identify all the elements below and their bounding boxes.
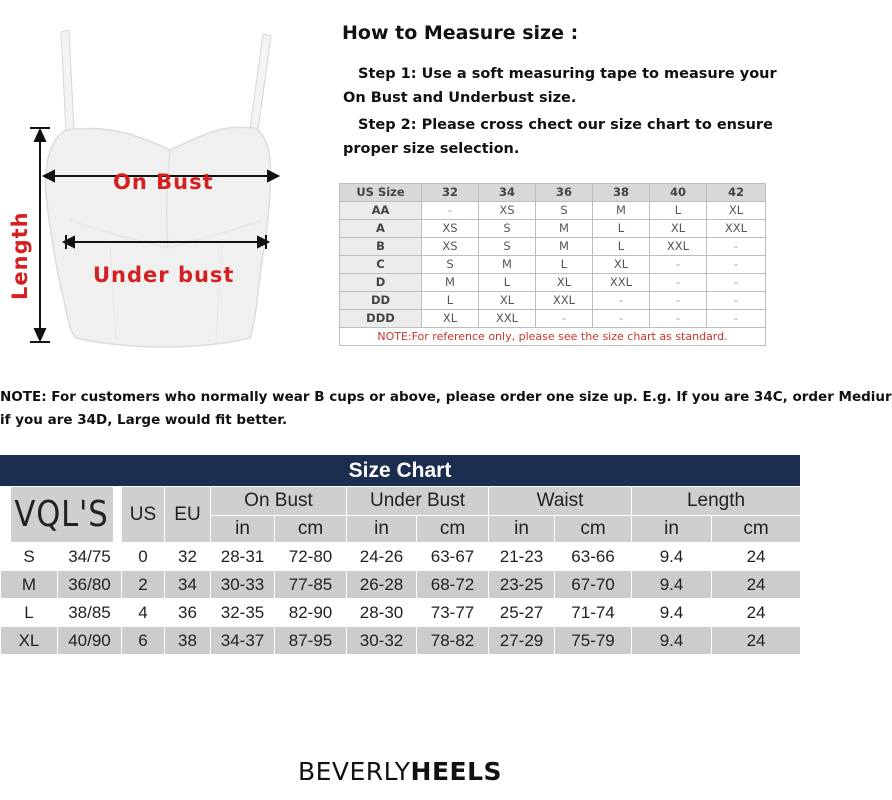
size-cell-bust: 34/75 [58,543,122,571]
band-size-header: 42 [707,184,766,202]
on-bust-label: On Bust [113,170,214,194]
cup-size-cell: - [593,310,650,328]
size-cell-under-bust-cm: 78-82 [417,627,489,655]
band-size-header: 38 [593,184,650,202]
cup-size-cell: XXL [536,292,593,310]
under-bust-header: Under Bust [347,487,489,516]
cup-size-cell: XL [536,274,593,292]
logo-heavy-text: HEELS [410,757,503,786]
cup-table-row [340,238,766,256]
cup-size-cell: - [650,256,707,274]
size-cell-length-cm: 24 [712,599,801,627]
cup-size-table [339,183,766,346]
cup-size-cell: XXL [650,238,707,256]
size-cell-on-bust-in: 34-37 [211,627,275,655]
cup-size-cell: XXL [593,274,650,292]
cup-table-body [340,202,766,346]
cup-table-row [340,256,766,274]
size-row-xl [1,627,801,655]
size-cell-on-bust-in: 28-31 [211,543,275,571]
cup-size-cell: M [593,202,650,220]
size-cell-waist-cm: 71-74 [555,599,632,627]
cup-size-cell: XS [422,238,479,256]
cup-table-row [340,220,766,238]
size-cell-under-bust-in: 30-32 [347,627,417,655]
size-cell-waist-cm: 75-79 [555,627,632,655]
band-size-header: 34 [479,184,536,202]
cup-size-cell: L [650,202,707,220]
garment-illustration [0,20,300,360]
size-cell-waist-in: 23-25 [489,571,555,599]
logo-light-text: BEVERLY [297,757,411,786]
brand-label: VQL'S [10,487,113,543]
size-cell-waist-in: 27-29 [489,627,555,655]
size-cell-us: 4 [122,599,165,627]
size-chart-unit-row [1,516,801,543]
size-row-m [1,571,801,599]
cup-table-header-row [340,184,766,202]
cup-table-row [340,202,766,220]
cup-size-cell: - [650,274,707,292]
band-size-header: 32 [422,184,479,202]
size-cell-size: XL [1,627,58,655]
size-cell-on-bust-cm: 77-85 [275,571,347,599]
step-2-text [343,113,783,161]
cup-label: AA [340,202,422,220]
cup-size-cell: M [536,220,593,238]
cup-size-cell: - [650,310,707,328]
size-cell-us: 6 [122,627,165,655]
size-cell-bust: 36/80 [58,571,122,599]
size-chart [0,455,800,655]
cup-size-cell: - [707,292,766,310]
size-row-l [1,599,801,627]
size-cell-under-bust-in: 26-28 [347,571,417,599]
size-cell-us: 2 [122,571,165,599]
size-row-s [1,543,801,571]
size-cell-waist-cm: 67-70 [555,571,632,599]
cup-size-cell: - [707,238,766,256]
unit-cm-header: cm [417,516,489,543]
size-cell-length-in: 9.4 [632,599,712,627]
size-cell-size: M [1,571,58,599]
cup-label: DD [340,292,422,310]
unit-cm-header: cm [275,516,347,543]
size-cell-on-bust-cm: 82-90 [275,599,347,627]
cup-size-cell: S [422,256,479,274]
size-cell-length-in: 9.4 [632,543,712,571]
order-note [0,386,892,432]
cup-size-cell: - [707,274,766,292]
unit-cm-header: cm [555,516,632,543]
cup-size-cell: XL [422,310,479,328]
unit-in-header: in [211,516,275,543]
cup-size-cell: M [422,274,479,292]
cup-label: C [340,256,422,274]
cup-size-cell: - [650,292,707,310]
cup-table-note-row [340,328,766,346]
size-cell-eu: 32 [165,543,211,571]
size-chart-table [0,486,801,655]
size-cell-eu: 34 [165,571,211,599]
size-cell-under-bust-in: 28-30 [347,599,417,627]
cup-size-cell: - [593,292,650,310]
cup-size-cell: S [479,238,536,256]
cup-label: B [340,238,422,256]
size-cell-under-bust-cm: 68-72 [417,571,489,599]
cup-size-cell: M [479,256,536,274]
cup-table-row [340,310,766,328]
size-chart-header-row [1,487,801,516]
cup-size-cell: - [707,310,766,328]
step-2-line-2: proper size selection. [343,141,520,157]
cup-size-cell: - [422,202,479,220]
unit-in-header: in [632,516,712,543]
on-bust-header: On Bust [211,487,347,516]
cup-size-cell: XXL [707,220,766,238]
size-cell-us: 0 [122,543,165,571]
size-cell-under-bust-cm: 63-67 [417,543,489,571]
size-cell-waist-in: 25-27 [489,599,555,627]
size-cell-on-bust-in: 32-35 [211,599,275,627]
unit-cm-header: cm [712,516,801,543]
order-note-line-1: NOTE: For customers who normally wear B cups or above, please order one size up. E.g. If you are 34C, order Mediur [0,389,892,405]
size-cell-length-cm: 24 [712,627,801,655]
size-cell-waist-in: 21-23 [489,543,555,571]
step-2-line-1: Step 2: Please cross chect our size chart to ensure [358,117,773,133]
band-size-header: 36 [536,184,593,202]
cup-table-note: NOTE:For reference only, please see the size chart as standard. [340,328,766,346]
size-cell-length-cm: 24 [712,571,801,599]
cup-size-cell: - [536,310,593,328]
under-bust-label: Under bust [93,263,235,287]
size-cell-length-cm: 24 [712,543,801,571]
cup-size-cell: L [536,256,593,274]
cup-label: DDD [340,310,422,328]
cup-size-cell: L [593,220,650,238]
cup-size-cell: XS [479,202,536,220]
cup-size-cell: XL [650,220,707,238]
cup-size-cell: XL [479,292,536,310]
size-chart-title: Size Chart [0,455,800,486]
cup-size-cell: XL [593,256,650,274]
size-cell-on-bust-cm: 87-95 [275,627,347,655]
us-header: US [122,487,165,543]
cup-table-row [340,292,766,310]
size-cell-waist-cm: 63-66 [555,543,632,571]
brand-logo [0,757,800,786]
size-cell-size: S [1,543,58,571]
size-cell-on-bust-cm: 72-80 [275,543,347,571]
cup-size-cell: L [479,274,536,292]
cup-table-corner: US Size [340,184,422,202]
step-1-line-1: Step 1: Use a soft measuring tape to measure your [358,66,777,82]
size-cell-bust: 40/90 [58,627,122,655]
length-header: Length [632,487,801,516]
size-cell-size: L [1,599,58,627]
cup-size-cell: XL [707,202,766,220]
cup-size-cell: L [593,238,650,256]
size-cell-under-bust-in: 24-26 [347,543,417,571]
cup-size-cell: L [422,292,479,310]
cup-size-cell: S [536,202,593,220]
size-cell-under-bust-cm: 73-77 [417,599,489,627]
waist-header: Waist [489,487,632,516]
cup-label: D [340,274,422,292]
cup-size-cell: XS [422,220,479,238]
length-label: Length [8,211,32,300]
step-1-line-2: On Bust and Underbust size. [343,90,577,106]
order-note-line-2: if you are 34D, Large would fit better. [0,412,288,428]
size-cell-eu: 36 [165,599,211,627]
size-chart-body [1,543,801,655]
unit-in-header: in [489,516,555,543]
cup-label: A [340,220,422,238]
cup-table-row [340,274,766,292]
size-cell-length-in: 9.4 [632,571,712,599]
cup-size-cell: - [707,256,766,274]
size-cell-length-in: 9.4 [632,627,712,655]
how-to-measure-title: How to Measure size : [342,22,579,44]
size-cell-eu: 38 [165,627,211,655]
size-cell-on-bust-in: 30-33 [211,571,275,599]
cup-size-cell: S [479,220,536,238]
step-1-text [343,62,783,110]
unit-in-header: in [347,516,417,543]
eu-header: EU [165,487,211,543]
band-size-header: 40 [650,184,707,202]
cup-size-cell: M [536,238,593,256]
size-cell-bust: 38/85 [58,599,122,627]
cup-size-cell: XXL [479,310,536,328]
